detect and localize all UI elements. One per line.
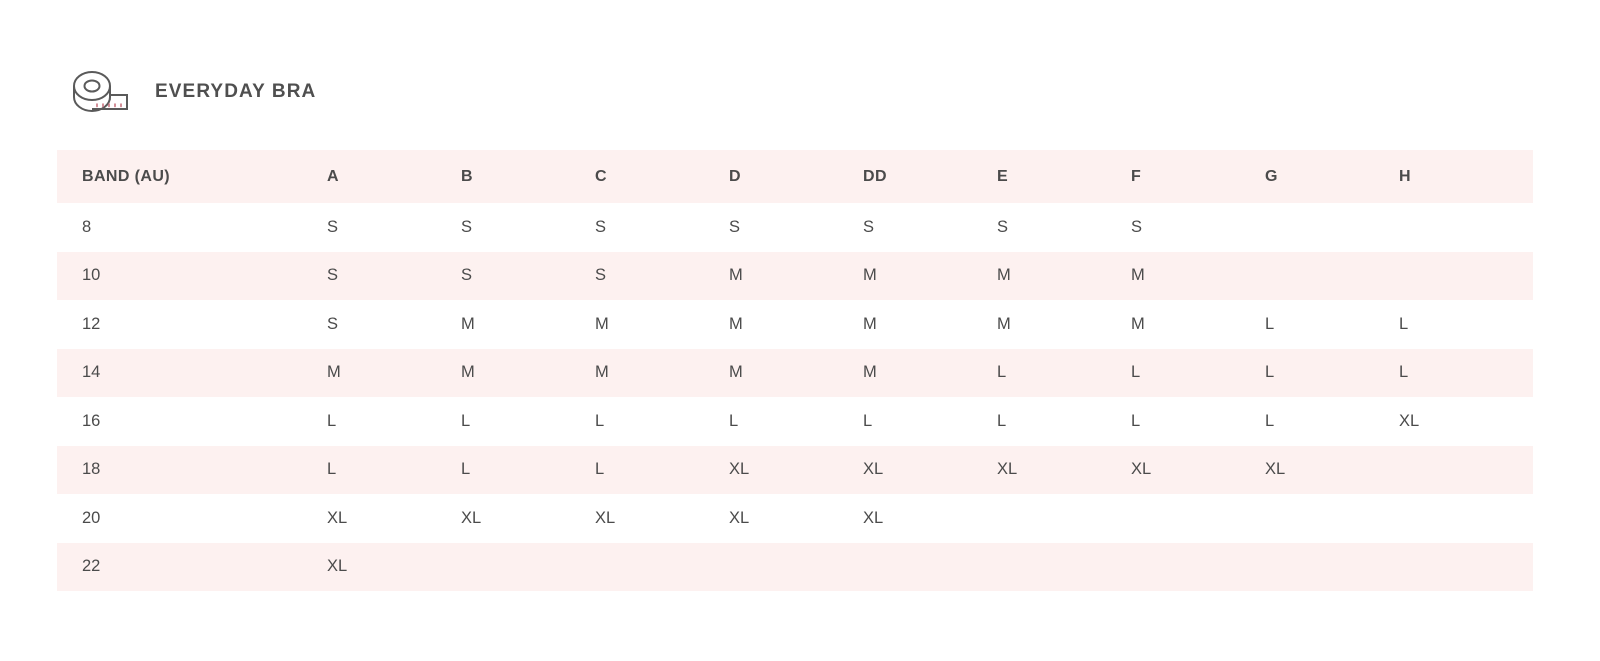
size-cell: [461, 543, 595, 592]
table-row: [57, 300, 1533, 349]
size-cell: XL: [729, 508, 750, 527]
size-cell: S: [327, 217, 339, 236]
size-cell: L: [1265, 314, 1275, 333]
size-cell: M: [729, 314, 743, 333]
size-cell: XL: [1399, 411, 1420, 430]
size-cell: M: [729, 266, 743, 285]
size-cell: [1399, 252, 1533, 301]
table-row: [57, 203, 1533, 252]
size-cell: L: [1131, 363, 1141, 382]
column-header-f: F: [1131, 167, 1142, 185]
size-cell: [997, 494, 1131, 543]
size-cell: [1399, 446, 1533, 495]
size-cell: XL: [863, 460, 884, 479]
size-cell: L: [1265, 411, 1275, 430]
size-cell: M: [327, 363, 341, 382]
size-cell: L: [327, 411, 337, 430]
column-header-d: D: [729, 167, 741, 185]
band-value: 10: [82, 266, 101, 285]
size-cell: M: [729, 363, 743, 382]
band-value: 14: [82, 363, 101, 382]
size-cell: S: [997, 217, 1009, 236]
page-title: EVERYDAY BRA: [155, 81, 317, 102]
size-cell: XL: [595, 508, 616, 527]
size-cell: S: [461, 266, 473, 285]
size-cell: S: [327, 314, 339, 333]
table-row: [57, 252, 1533, 301]
size-cell: XL: [997, 460, 1018, 479]
column-header-c: C: [595, 167, 607, 185]
size-cell: [1399, 203, 1533, 252]
size-cell: S: [327, 266, 339, 285]
size-cell: S: [595, 217, 607, 236]
size-cell: [1131, 543, 1265, 592]
size-cell: XL: [729, 460, 750, 479]
size-cell: L: [461, 460, 471, 479]
size-cell: [863, 543, 997, 592]
band-value: 20: [82, 508, 101, 527]
size-cell: XL: [327, 557, 348, 576]
size-cell: XL: [863, 508, 884, 527]
column-header-band: BAND (AU): [82, 167, 171, 185]
column-header-h: H: [1399, 167, 1411, 185]
band-value: 18: [82, 460, 101, 479]
column-header-a: A: [327, 167, 339, 185]
size-cell: S: [863, 217, 875, 236]
table-row: [57, 494, 1533, 543]
size-cell: [1265, 203, 1399, 252]
size-cell: L: [1399, 314, 1409, 333]
size-cell: M: [863, 314, 877, 333]
column-header-g: G: [1265, 167, 1278, 185]
table-header-row: [57, 150, 1533, 203]
size-cell: L: [1131, 411, 1141, 430]
table-body: [57, 203, 1533, 591]
size-cell: M: [461, 314, 475, 333]
size-cell: L: [595, 460, 605, 479]
size-cell: [1399, 543, 1533, 592]
size-cell: M: [863, 363, 877, 382]
size-cell: [1265, 494, 1399, 543]
size-cell: M: [997, 314, 1011, 333]
size-cell: S: [729, 217, 741, 236]
size-cell: M: [461, 363, 475, 382]
size-cell: L: [1399, 363, 1409, 382]
size-cell: S: [595, 266, 607, 285]
size-cell: L: [863, 411, 873, 430]
size-cell: XL: [1131, 460, 1152, 479]
size-cell: M: [1131, 314, 1145, 333]
size-cell: L: [327, 460, 337, 479]
size-cell: [1265, 543, 1399, 592]
size-cell: [1265, 252, 1399, 301]
column-header-e: E: [997, 167, 1009, 185]
section-header: [57, 60, 1537, 124]
size-cell: M: [595, 314, 609, 333]
size-cell: L: [997, 411, 1007, 430]
size-cell: [997, 543, 1131, 592]
size-cell: XL: [1265, 460, 1286, 479]
size-cell: XL: [461, 508, 482, 527]
size-cell: [1131, 494, 1265, 543]
band-value: 12: [82, 314, 101, 333]
size-cell: L: [729, 411, 739, 430]
table-row: [57, 446, 1533, 495]
size-cell: L: [595, 411, 605, 430]
size-cell: M: [997, 266, 1011, 285]
size-cell: L: [997, 363, 1007, 382]
table-row: [57, 349, 1533, 398]
size-cell: M: [595, 363, 609, 382]
size-cell: [1399, 494, 1533, 543]
size-cell: M: [863, 266, 877, 285]
size-cell: XL: [327, 508, 348, 527]
table-header: [57, 150, 1533, 203]
size-cell: [595, 543, 729, 592]
size-cell: S: [1131, 217, 1143, 236]
column-header-dd: DD: [863, 167, 887, 185]
size-chart-table: [57, 150, 1533, 591]
table-row: [57, 543, 1533, 592]
size-cell: [729, 543, 863, 592]
band-value: 16: [82, 411, 101, 430]
band-value: 8: [82, 217, 92, 236]
size-cell: M: [1131, 266, 1145, 285]
band-value: 22: [82, 557, 101, 576]
size-guide-content: [57, 60, 1537, 591]
column-header-b: B: [461, 167, 473, 185]
size-cell: S: [461, 217, 473, 236]
table-row: [57, 397, 1533, 446]
size-cell: L: [1265, 363, 1275, 382]
size-cell: L: [461, 411, 471, 430]
measuring-tape-icon: [65, 64, 137, 120]
